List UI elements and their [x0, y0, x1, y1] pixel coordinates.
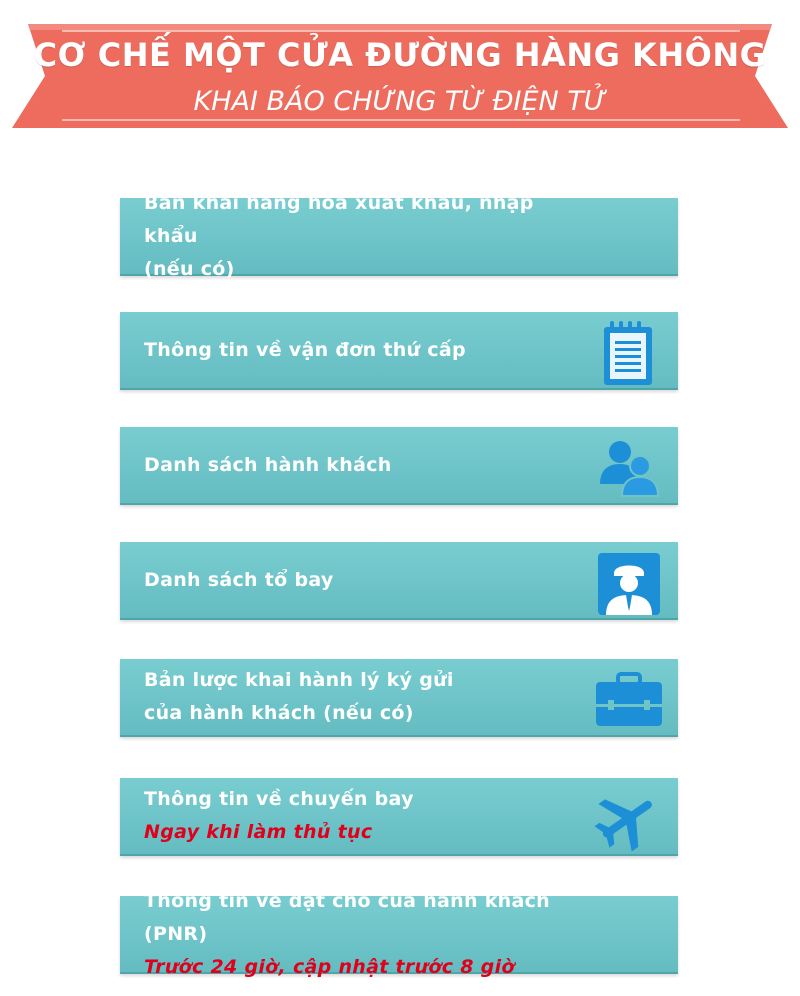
page-title: CƠ CHẾ MỘT CỬA ĐƯỜNG HÀNG KHÔNG	[33, 36, 767, 74]
item-label-line2: (nếu có)	[144, 257, 235, 280]
notepad-icon	[594, 317, 664, 387]
item-label: Bản lược khai hành lý ký gửi	[144, 669, 454, 691]
briefcase-icon	[594, 664, 664, 734]
page-subtitle: KHAI BÁO CHỨNG TỪ ĐIỆN TỬ	[193, 86, 607, 117]
item-note: Trước 24 giờ, cập nhật trước 8 giờ	[144, 955, 515, 978]
item-label: Danh sách tổ bay	[144, 568, 334, 591]
item-label: Thông tin về đặt chỗ của hành khách (PNR)	[144, 889, 550, 945]
item-label-line2: của hành khách (nếu có)	[144, 702, 414, 724]
list-item-cargo-manifest	[120, 191, 678, 280]
item-label: Thông tin về chuyến bay	[144, 788, 414, 810]
pilot-icon	[594, 547, 664, 617]
item-label: Danh sách hành khách	[144, 453, 392, 476]
passengers-icon	[594, 432, 664, 502]
list-item-passenger-list	[120, 427, 678, 505]
item-label: Thông tin về vận đơn thứ cấp	[144, 338, 466, 361]
list-item-crew-list	[120, 542, 678, 620]
list-item-flight-info	[120, 778, 678, 856]
airplane-icon	[594, 783, 664, 853]
list-item-pnr	[120, 889, 678, 978]
list-item-baggage-manifest	[120, 659, 678, 737]
item-note: Ngay khi làm thủ tục	[144, 821, 373, 843]
item-label: Bản khai hàng hóa xuất khẩu, nhập khẩu	[144, 191, 534, 247]
header-banner	[0, 0, 800, 140]
list-item-house-airway-bill	[120, 312, 678, 390]
